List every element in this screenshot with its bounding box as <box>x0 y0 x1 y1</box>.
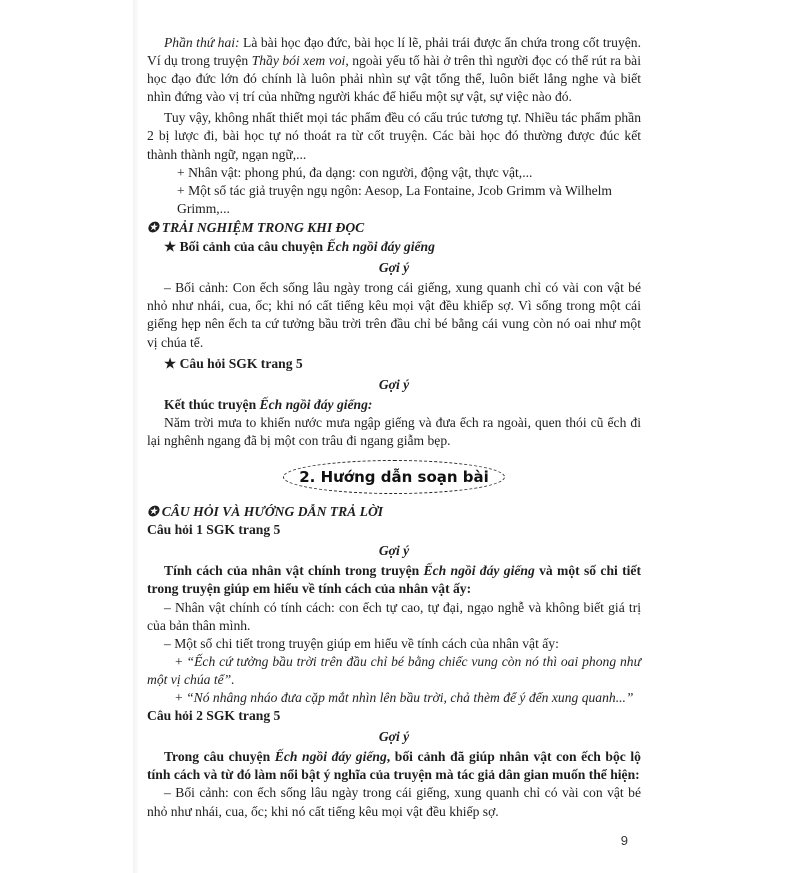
story-title: Ếch ngồi đáy giếng <box>274 749 387 765</box>
text: Trong câu chuyện <box>164 749 275 765</box>
question-1-lead <box>147 562 641 598</box>
page-footer <box>147 821 641 873</box>
ending-paragraph: Năm trời mưa to khiến nước mưa ngập giếng và đưa ếch ra ngoài, quen thói cũ ếch đi lại nghênh ngang đã bị một con trâu đi ngang giẫm bẹp. <box>147 414 641 448</box>
text: + <box>175 653 187 669</box>
question-2-detail-1: – Bối cảnh: con ếch sống lâu ngày trong cái giếng, xung quanh chỉ có vài con vật bé nhỏ như nhái, cua, ốc; khi nó cất tiếng kêu mọi vật đều khiếp sợ. <box>147 785 641 819</box>
text: , ngoài yếu tố hài ở trên thì người đọc có thể rút ra bài học đạo đức lớn đó chính là luôn phải nhìn sự vật tổng thể, luôn biết lắng nghe và biết nhìn đứng vào vị trí của những người khác để hiểu một sự vật, sự việc nào đó. <box>147 53 641 105</box>
hint-label: Gợi ý <box>378 729 410 745</box>
text: , bối cảnh đã giúp nhân vật con ếch bộc lộ tính cách và từ đó làm nổi bật ý nghĩa của truyện mà tác giả dân gian muốn thể hiện: <box>147 749 641 783</box>
question-2-heading: Câu hỏi 2 SGK trang 5 <box>147 708 281 724</box>
context-paragraph: – Bối cảnh: Con ếch sống lâu ngày trong cái giếng, xung quanh chỉ có vài con vật bé nhỏ như nhái, cua, ốc; khi nó cất tiếng kêu mọi vật đều khiếp sợ. Vì sống trong một cái giếng hẹp nên ếch ta cứ tưởng bầu trời trên đầu chỉ bé bằng cái vung còn nó oai như một vị chúa tể. <box>147 280 641 350</box>
subheading-context <box>147 238 641 256</box>
page-binding-shadow <box>133 0 138 873</box>
question-2-lead <box>147 748 641 784</box>
text: ★ Bối cảnh của câu chuyện <box>164 239 327 255</box>
ending-lead <box>147 396 641 414</box>
text: Tính cách của nhân vật chính trong truyện <box>164 563 424 579</box>
text: và một số chi tiết trong truyện giúp em hiểu về tính cách của nhân vật ấy: <box>147 563 641 597</box>
quote-text: “Ếch cứ tưởng bầu trời trên đầu chỉ bé bằng chiếc vung còn nó thì oai phong như một vị chúa tể”. <box>147 653 641 687</box>
book-page <box>147 0 641 873</box>
page-number: 9 <box>620 832 628 848</box>
story-title: Thầy bói xem voi <box>251 53 346 69</box>
text: Kết thúc truyện <box>164 396 260 412</box>
question-1-detail-1: – Nhân vật chính có tính cách: con ếch tự cao, tự đại, ngạo nghễ và không biết giá trị của bản thân mình. <box>147 599 641 633</box>
story-title: Ếch ngồi đáy giếng <box>423 563 535 579</box>
banner-title: 2. Hướng dẫn soạn bài <box>283 460 505 494</box>
intro-paragraph-2: Tuy vậy, không nhất thiết mọi tác phẩm đều có cấu trúc tương tự. Nhiều tác phẩm phần 2 bị lược đi, bài học tự nó thoát ra từ cốt truyện. Các bài học đó thường được đúc kết thành thành ngữ, ngạn ngữ,... <box>147 110 641 162</box>
hint-label: Gợi ý <box>378 543 410 559</box>
question-1-detail-2: – Một số chi tiết trong truyện giúp em hiểu về tính cách của nhân vật ấy: <box>164 635 559 651</box>
quote-1 <box>147 653 641 689</box>
subheading-sgk-question: ★ Câu hỏi SGK trang 5 <box>164 355 303 371</box>
quote-2 <box>147 689 641 707</box>
quote-text: “Nó nhâng nháo đưa cặp mắt nhìn lên bầu trời, chả thèm để ý đến xung quanh...” <box>186 690 634 705</box>
hint-label: Gợi ý <box>378 260 410 276</box>
bullet-authors: + Một số tác giả truyện ngụ ngôn: Aesop, La Fontaine, Jcob Grimm và Wilhelm Grimm,... <box>177 182 613 216</box>
section-banner <box>147 450 641 502</box>
text: + <box>175 690 187 705</box>
intro-paragraph-1 <box>147 34 641 106</box>
section-heading-questions: ✪ CÂU HỎI VÀ HƯỚNG DẪN TRẢ LỜI <box>147 504 384 520</box>
part-label: Phần thứ hai: <box>164 35 240 50</box>
section-heading-experience: ✪ TRẢI NGHIỆM TRONG KHI ĐỌC <box>147 219 365 235</box>
story-title: Ếch ngồi đáy giếng: <box>259 396 373 412</box>
text: Là bài học đạo đức, bài học lí lẽ, phải trái được ẩn chứa trong cốt truyện. Ví dụ trong truyện <box>147 35 641 69</box>
bullet-characters: + Nhân vật: phong phú, đa dạng: con người, động vật, thực vật,... <box>177 164 533 180</box>
hint-label: Gợi ý <box>378 376 410 392</box>
question-1-heading: Câu hỏi 1 SGK trang 5 <box>147 522 281 538</box>
story-title: Ếch ngồi đáy giếng <box>326 239 435 255</box>
